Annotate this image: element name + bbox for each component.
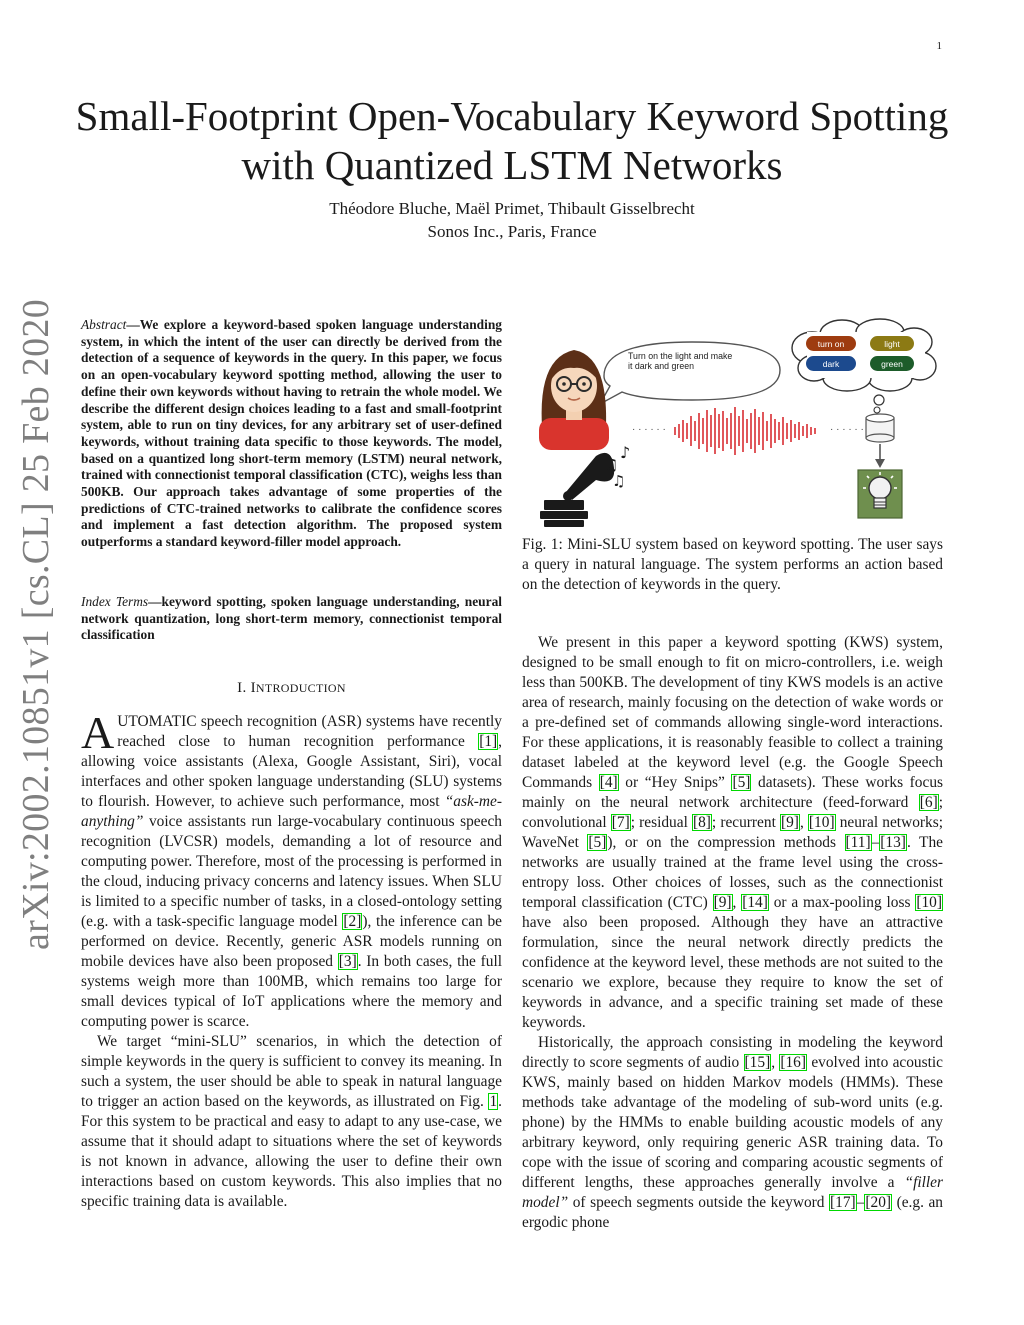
text-run: ; recurrent [711, 814, 780, 831]
citation-link[interactable]: [1] [479, 733, 498, 750]
mini-slu-illustration [522, 318, 943, 533]
right-paragraph-1 [522, 633, 943, 1033]
keyword-pill-label: turn on [817, 339, 845, 349]
text-run: ), the inference can be performed on device. Recently, generic ASR models running on mobile devices have also been proposed [81, 913, 502, 970]
abstract-label: Abstract [81, 317, 127, 332]
citation-link[interactable]: [5] [588, 834, 607, 851]
emphasis: “filler model” [522, 1174, 943, 1211]
citation-link[interactable]: [5] [732, 774, 751, 791]
keyword-pill-label: green [881, 359, 903, 369]
page-number: 1 [936, 40, 942, 52]
introduction-body [81, 707, 502, 1212]
figure-caption: Fig. 1: Mini-SLU system based on keyword spotting. The user says a query in natural language. The system performs an action based on the detection of keywords in the query. [522, 536, 943, 593]
text-run: or “Hey Snips” [618, 774, 732, 791]
dotted-connector: · · · · · · [830, 424, 864, 435]
index-terms [81, 594, 502, 644]
citation-link[interactable]: [20] [865, 1194, 892, 1211]
text-run: We target “mini-SLU” scenarios, in which the detection of simple keywords in the query is sufficient to convey its meaning. In such a system, the user should be able to speak in natural language to trigger an action based on the keywords, as illustrated on Fig. [81, 1033, 502, 1110]
lightbulb-icon [858, 470, 902, 518]
text-run: . The networks are usually trained at the frame level using the cross-entropy loss. Other choices of losses, such as the connectionist temporal classification (CTC) [522, 834, 943, 911]
index-terms-text: —keyword spotting, spoken language understanding, neural network quantization, long short-term memory, connectionist temporal classification [81, 594, 502, 643]
arxiv-identifier-stamp: arXiv:2002.10851v1 [cs.CL] 25 Feb 2020 [15, 299, 57, 950]
text-run: – [871, 834, 880, 851]
title-line-2: with Quantized LSTM Networks [241, 142, 783, 188]
text-run: – [856, 1194, 865, 1211]
citation-link[interactable]: [17] [830, 1194, 856, 1211]
index-terms-label: Index Terms [81, 594, 149, 609]
citation-link[interactable]: [9] [780, 814, 799, 831]
abstract-text: —We explore a keyword-based spoken language understanding system, in which the intent of the user can directly be derived from the detection of a sequence of keywords in the query. In this paper, we focus on an open-vocabulary keyword spotting method, allowing the user to define their own keywords without having to retrain the whole model. We describe the different design choices leading to a fast and small-footprint system, able to run on tiny devices, for any arbitrary set of user-defined keywords, without training data specific to those keywords. The model, based on a quantized long short-term memory (LSTM) neural network, trained with connectionist temporal classification (CTC), weighs less than 500KB. Our approach takes advantage of some properties of the predictions of CTC-trained networks to calibrate the confidence scores and implement a fast detection algorithm. The proposed system outperforms a standard keyword-filler model approach. [81, 317, 502, 550]
drop-cap: A [81, 707, 115, 758]
dotted-connector: · · · · · · [632, 424, 666, 435]
citation-link[interactable]: [7] [611, 814, 630, 831]
citation-link[interactable]: [10] [916, 894, 942, 911]
user-avatar [539, 350, 609, 450]
section-heading-introduction [81, 680, 502, 697]
author-list: Théodore Bluche, Maël Primet, Thibault Gisselbrecht [329, 199, 695, 218]
text-run: ), or on the compression methods [607, 834, 845, 851]
text-run: speech recognition (ASR) systems have recently reached close to human recognition performance [117, 713, 502, 750]
section-numeral: I. [237, 680, 247, 696]
citation-link[interactable]: [16] [780, 1054, 807, 1071]
text-run: , allowing voice assistants (Alexa, Google Assistant, Siri), vocal interfaces and other spoken language understanding (SLU) systems to flourish. However, to achieve such performance, most [81, 733, 502, 810]
citation-link[interactable]: [8] [692, 814, 711, 831]
music-notes-icon [604, 443, 630, 490]
svg-text:♪: ♪ [620, 443, 631, 462]
keyword-pill-label: light [884, 339, 900, 349]
text-run: (e.g. an ergodic phone [522, 1194, 943, 1231]
speech-bubble-source: Turn on the light and make it dark and green [522, 318, 540, 319]
right-column-body [522, 633, 943, 1233]
text-run: , [732, 894, 742, 911]
text-run: , [799, 814, 808, 831]
text-run: of speech segments outside the keyword [568, 1194, 830, 1211]
device-icon [866, 414, 894, 468]
text-run: ; residual [630, 814, 692, 831]
figure-link[interactable]: 1 [489, 1093, 498, 1110]
text-run: We present in this paper a keyword spotting (KWS) system, designed to be small enough to fit on micro-controllers, i.e. weigh less than 500KB. The development of tiny KWS models is an active area of research, mainly focusing on the detection of wake words or a pre-defined set of commands allowing single-word interactions. For these applications, it is reasonably feasible to collect a training dataset labeled at the keyword level (e.g. the Google Speech Commands [522, 634, 943, 791]
citation-link[interactable]: [3] [338, 953, 357, 970]
section-title-rest: NTRODUCTION [255, 681, 346, 695]
text-run: neural networks; WaveNet [522, 814, 943, 851]
audio-waveform [674, 407, 816, 455]
svg-text:♫: ♫ [612, 472, 626, 490]
text-run: evolved into acoustic KWS, mainly based on hidden Markov models (HMMs). These methods take advantage of the modeling of sub-word units (e.g. phone) by the HMMs to enable building acoustic models of any arbitrary keyword, only requiring generic ASR training data. To cope with the issue of scoring and comparing acoustic segments of different lengths, these approaches generally involve a [522, 1054, 944, 1191]
affiliation: Sonos Inc., Paris, France [427, 222, 597, 241]
text-run: ; convolutional [522, 794, 943, 831]
abstract [81, 317, 502, 551]
text-run: voice assistants run large-vocabulary continuous speech recognition (LVCSR) models, demanding a lot of resource and computing power. Therefore, most of the processing is performed in the cloud, inducing privacy concerns and latency issues. When SLU is limited to a specific number of tasks, in a closed-ontology setting (e.g. with a task-specific language model [81, 813, 502, 930]
citation-link[interactable]: [6] [919, 794, 938, 811]
title-line-1: Small-Footprint Open-Vocabulary Keyword Spotting [75, 93, 949, 139]
citation-link[interactable]: [15] [744, 1054, 771, 1071]
citation-link[interactable]: [9] [713, 894, 732, 911]
citation-link[interactable]: [13] [880, 834, 906, 851]
right-paragraph-2 [522, 1033, 943, 1233]
speech-text-line: it dark and green [628, 361, 695, 371]
speech-text-line: Turn on the light and make [628, 351, 733, 361]
citation-link[interactable]: [14] [742, 894, 768, 911]
text-run: Historically, the approach consisting in modeling the keyword directly to score segments of audio [522, 1034, 943, 1071]
text-run: . For this system to be practical and easy to adapt to any use-case, we assume that it should adapt to situations where the set of keywords is not known in advance, allowing the user to define their own interactions based on custom keywords. This also implies that no specific training data is available. [81, 1093, 502, 1210]
citation-link[interactable]: [11] [845, 834, 871, 851]
figure-1 [522, 318, 943, 533]
lead-word: UTOMATIC [117, 713, 197, 730]
citation-link[interactable]: [4] [599, 774, 618, 791]
text-run: have also been proposed. Although they have an attractive formulation, since the neural network directly predicts the confidence at the keyword level, these methods are not suited to the scenario we explore, because they require to know the set of keywords in advance, and a specific training set made of these keywords. [522, 914, 943, 1031]
svg-text:♫: ♫ [604, 455, 619, 474]
text-run: . In both cases, the full systems weigh more than 100MB, which remains too large for small devices typical of IoT applications where the memory and computing power is scarce. [81, 953, 502, 1030]
citation-link[interactable]: [10] [808, 814, 835, 831]
text-run: datasets). These works focus mainly on the neural network architecture (feed-forward [522, 774, 944, 811]
text-run: or a max-pooling loss [768, 894, 916, 911]
text-run: , [771, 1054, 780, 1071]
intro-paragraph-1 [81, 707, 502, 1032]
emphasis: “ask-me-anything” [81, 793, 502, 830]
paper-title [60, 92, 964, 190]
keyword-pill-label: dark [822, 359, 840, 369]
intro-paragraph-2 [81, 1032, 502, 1212]
section-title-initial: I [250, 680, 256, 696]
citation-link[interactable]: [2] [343, 913, 362, 930]
